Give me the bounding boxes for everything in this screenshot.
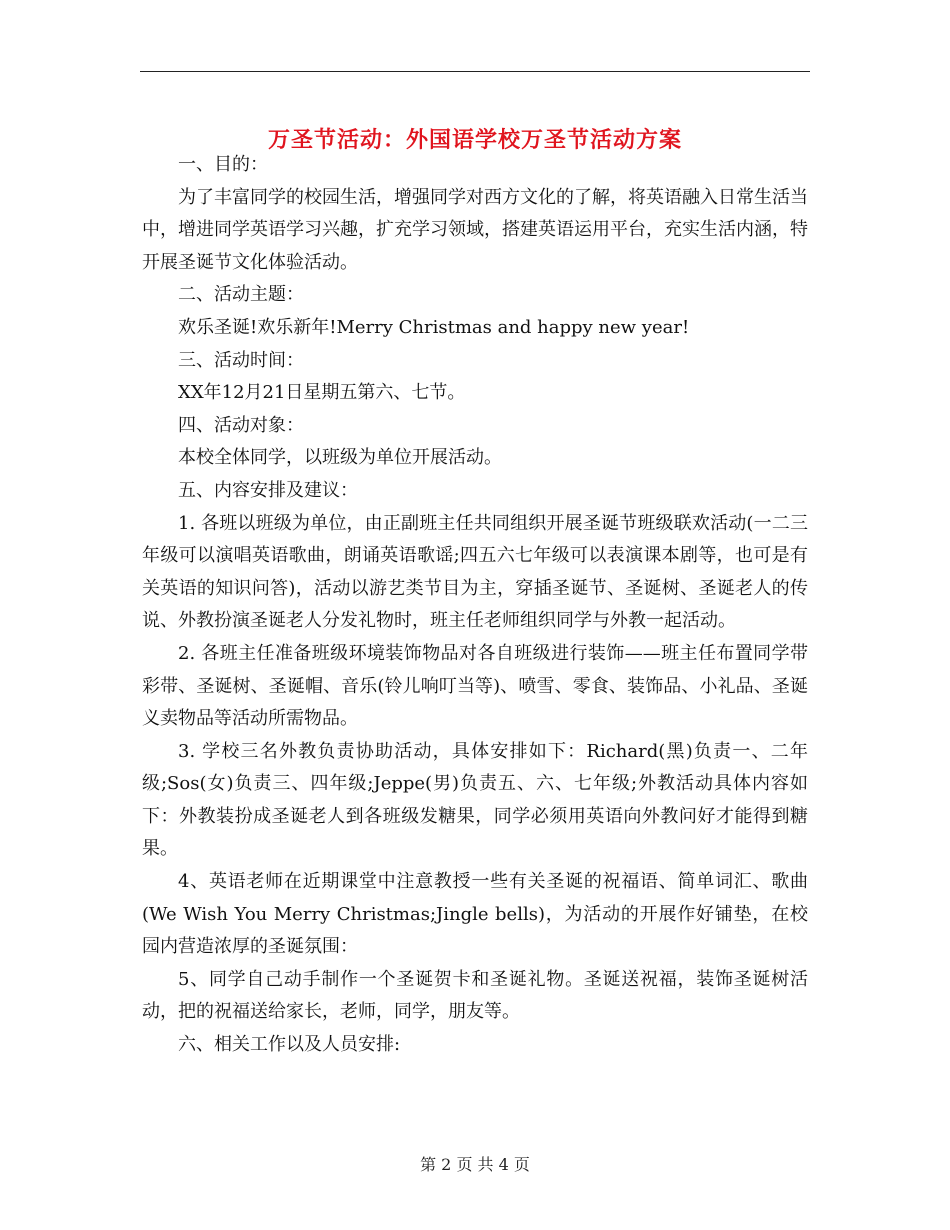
section-heading-time: 三、活动时间： [178,349,304,371]
document-title: 万圣节活动：外国语学校万圣节活动方案 [267,126,682,153]
paragraph-audience: 本校全体同学，以班级为单位开展活动。 [178,447,502,469]
header-rule [140,71,810,72]
paragraph-purpose: 为了丰富同学的校园生活，增强同学对西方文化的了解，将英语融入日常生活当中，增进同学英语学习兴趣，扩充学习领域，搭建英语运用平台，充实生活内涵，特开展圣诞节文化体验活动。 [142,186,808,273]
paragraph-theme: 欢乐圣诞!欢乐新年!Merry Christmas and happy new year! [178,316,690,338]
paragraph-item-5: 5、同学自己动手制作一个圣诞贺卡和圣诞礼物。圣诞送祝福，装饰圣诞树活动，把的祝福送给家长，老师，同学，朋友等。 [142,968,808,1023]
paragraph-time: XX年12月21日星期五第六、七节。 [178,382,466,404]
page-number: 第 2 页 共 4 页 [420,1155,530,1174]
section-heading-theme: 二、活动主题： [178,284,304,306]
section-heading-audience: 四、活动对象： [178,414,304,436]
section-heading-purpose: 一、目的： [178,154,268,175]
document-body [142,149,808,1062]
section-heading-staffing: 六、相关工作以及人员安排: [178,1034,401,1056]
paragraph-item-1: 1. 各班以班级为单位，由正副班主任共同组织开展圣诞节班级联欢活动(一二三年级可以演唱英语歌曲，朗诵英语歌谣;四五六七年级可以表演课本剧等，也可是有关英语的知识问答)，活动以游艺类节目为主，穿插圣诞节、圣诞树、圣诞老人的传说、外教扮演圣诞老人分发礼物时，班主任老师组织同学与外教一起活动。 [142,512,808,632]
section-heading-content: 五、内容安排及建议： [178,479,358,501]
paragraph-item-4: 4、英语老师在近期课堂中注意教授一些有关圣诞的祝福语、简单词汇、歌曲(We Wish You Merry Christmas;Jingle bells)，为活动的开展作好铺垫，在校园内营造浓厚的圣诞氛围： [142,871,808,958]
paragraph-item-3: 3. 学校三名外教负责协助活动，具体安排如下：Richard(黑)负责一、二年级;Sos(女)负责三、四年级;Jeppe(男)负责五、六、七年级;外教活动具体内容如下：外教装扮成圣诞老人到各班级发糖果，同学必须用英语向外教问好才能得到糖果。 [142,740,808,860]
paragraph-item-2: 2. 各班主任准备班级环境装饰物品对各自班级进行装饰——班主任布置同学带彩带、圣诞树、圣诞帽、音乐(铃儿响叮当等)、喷雪、零食、装饰品、小礼品、圣诞义卖物品等活动所需物品。 [142,642,808,730]
